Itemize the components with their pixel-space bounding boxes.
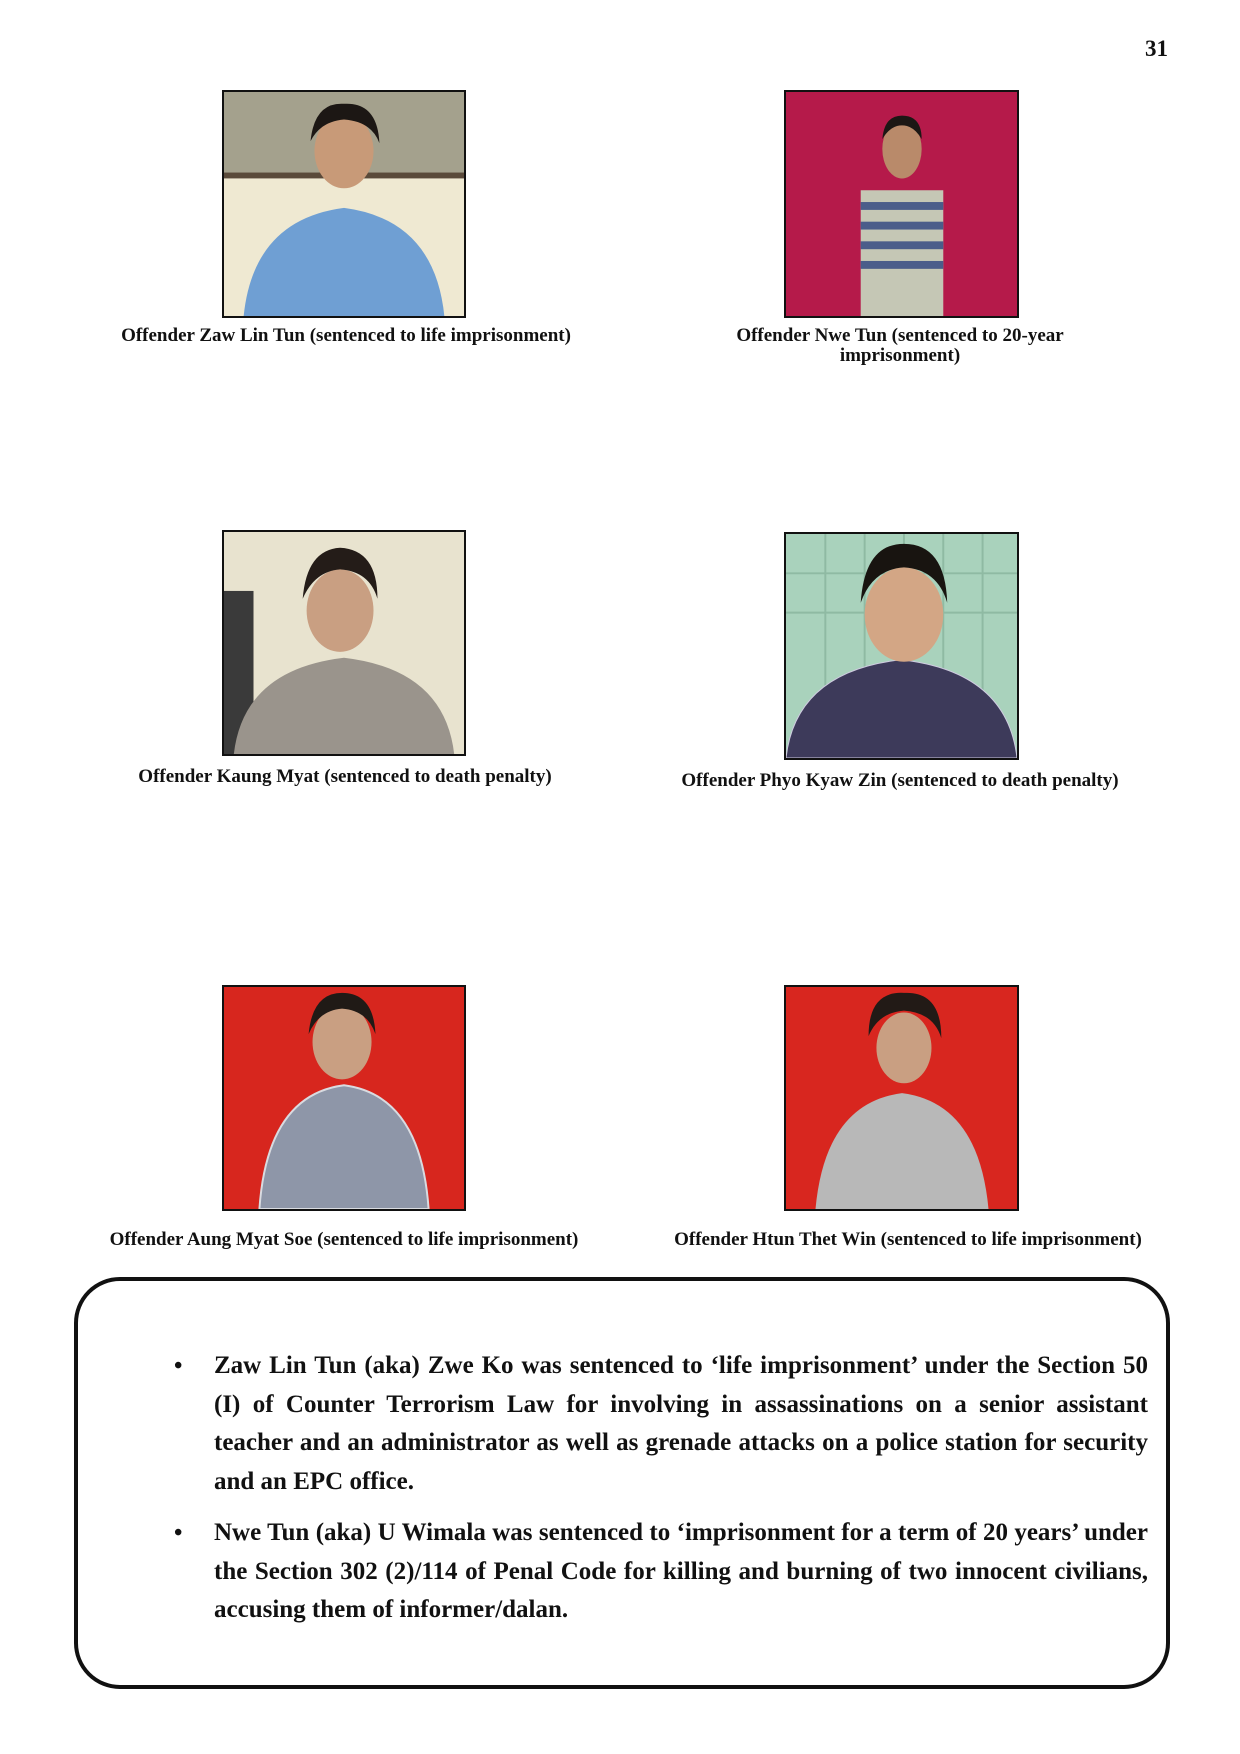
offender-photo-htun-thet-win	[784, 985, 1019, 1211]
offender-photo-zaw-lin-tun	[222, 90, 466, 318]
offender-photo-phyo-kyaw-zin	[784, 532, 1019, 760]
offender-photo-kaung-myat	[222, 530, 466, 756]
summary-list	[138, 1347, 1148, 1643]
bullet: •	[174, 1353, 183, 1379]
summary-box	[74, 1277, 1170, 1689]
photo-caption: Offender Zaw Lin Tun (sentenced to life imprisonment)	[121, 325, 571, 346]
photo-caption: Offender Htun Thet Win (sentenced to life imprisonment)	[674, 1229, 1142, 1250]
photo-caption: Offender Aung Myat Soe (sentenced to life imprisonment)	[109, 1229, 579, 1250]
list-item	[138, 1347, 1148, 1501]
offender-photo-nwe-tun	[784, 90, 1019, 318]
list-item-text: Zaw Lin Tun (aka) Zwe Ko was sentenced to ‘life imprisonment’ under the Section 50 (I) of Counter Terrorism Law for involving in assassinations on a senior assistant teacher and an administrator as well as grenade attacks on a police station for security and an EPC office.	[214, 1352, 1148, 1495]
list-item	[138, 1514, 1148, 1630]
offender-photo-aung-myat-soe	[222, 985, 466, 1211]
bullet: •	[174, 1520, 183, 1546]
photo-caption: Offender Kaung Myat (sentenced to death penalty)	[138, 766, 552, 787]
photo-caption: Offender Phyo Kyaw Zin (sentenced to death penalty)	[681, 770, 1119, 791]
photo-caption: Offender Nwe Tun (sentenced to 20-year imprisonment)	[736, 325, 1064, 366]
page-number: 31	[1145, 36, 1168, 61]
list-item-text: Nwe Tun (aka) U Wimala was sentenced to ‘imprisonment for a term of 20 years’ under the Section 302 (2)/114 of Penal Code for killing and burning of two innocent civilians, accusing them of informer/dalan.	[214, 1519, 1148, 1623]
